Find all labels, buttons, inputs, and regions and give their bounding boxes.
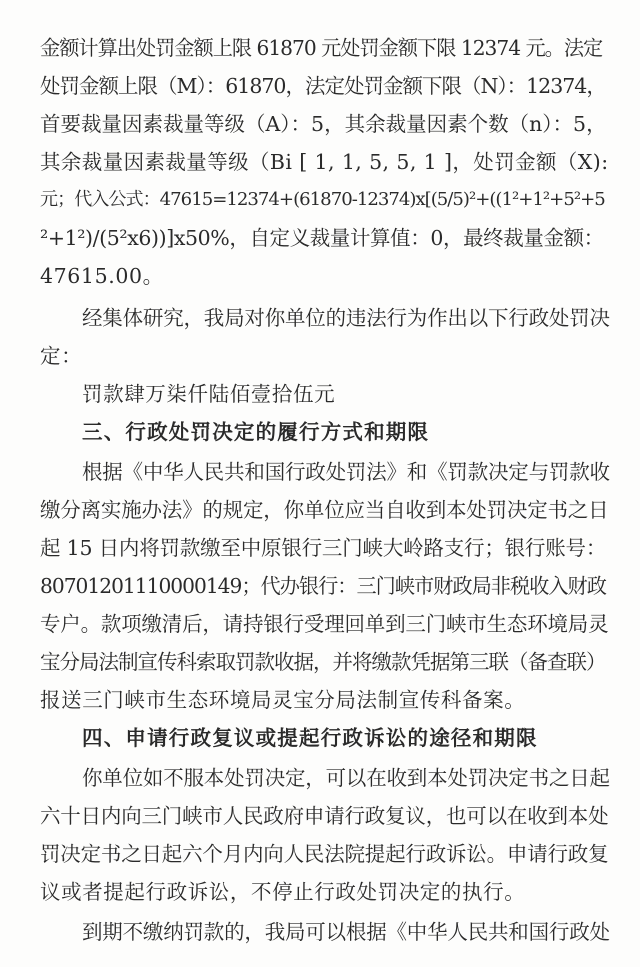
appeal-line-3: 罚决定书之日起六个月内向人民法院提起行政诉讼。申请行政复 xyxy=(40,842,609,866)
payment-line-4: 80701201110000149；代办银行：三门峡市财政局非税收入财政 xyxy=(40,574,606,598)
calc-line-6: ²+1²)/(5²x6))]x50%，自定义裁量计算值：0，最终裁量金额： xyxy=(40,226,604,250)
payment-line-5: 专户。款项缴清后，请持银行受理回单到三门峡市生态环境局灵 xyxy=(40,612,609,636)
appeal-line-2: 六十日内向三门峡市人民政府申请行政复议，也可以在收到本处 xyxy=(40,804,609,828)
calc-line-1: 金额计算出处罚金额上限 61870 元处罚金额下限 12374 元。法定 xyxy=(40,36,603,60)
calc-line-7: 47615.00。 xyxy=(40,264,164,288)
section4-heading: 四、申请行政复议或提起行政诉讼的途径和期限 xyxy=(82,726,538,750)
decision-line-2: 定： xyxy=(40,344,83,368)
payment-line-7: 报送三门峡市生态环境局灵宝分局法制宣传科备案。 xyxy=(40,688,526,712)
calc-line-2: 处罚金额上限（M）：61870，法定处罚金额下限（N）：12374， xyxy=(40,74,606,98)
decision-line-1: 经集体研究，我局对你单位的违法行为作出以下行政处罚决 xyxy=(82,306,610,330)
calc-line-4: 其余裁量因素裁量等级（Bi [ 1, 1, 5, 5, 1 ]，处罚金额（X): xyxy=(40,150,609,174)
overdue-line-1: 到期不缴纳罚款的，我局可以根据《中华人民共和国行政处 xyxy=(82,920,610,944)
calc-line-5: 元；代入公式：47615=12374+(61870-12374)x[(5/5)²+((1²+1²+5²+5 xyxy=(40,189,605,210)
fine-amount: 罚款肆万柒仟陆佰壹拾伍元 xyxy=(82,382,336,406)
payment-line-2: 缴分离实施办法》的规定，你单位应当自收到本处罚决定书之日 xyxy=(40,498,609,522)
calc-line-3: 首要裁量因素裁量等级（A）：5，其余裁量因素个数（n）：5， xyxy=(40,112,607,136)
payment-line-1: 根据《中华人民共和国行政处罚法》和《罚款决定与罚款收 xyxy=(82,460,610,484)
payment-line-3: 起 15 日内将罚款缴至中原银行三门峡大岭路支行；银行账号： xyxy=(40,536,607,560)
section3-heading: 三、行政处罚决定的履行方式和期限 xyxy=(82,420,430,444)
appeal-line-1: 你单位如不服本处罚决定，可以在收到本处罚决定书之日起 xyxy=(82,766,610,790)
appeal-line-4: 议或者提起行政诉讼，不停止行政处罚决定的执行。 xyxy=(40,880,526,904)
payment-line-6: 宝分局法制宣传科索取罚款收据，并将缴款凭据第三联（备查联） xyxy=(40,650,606,674)
